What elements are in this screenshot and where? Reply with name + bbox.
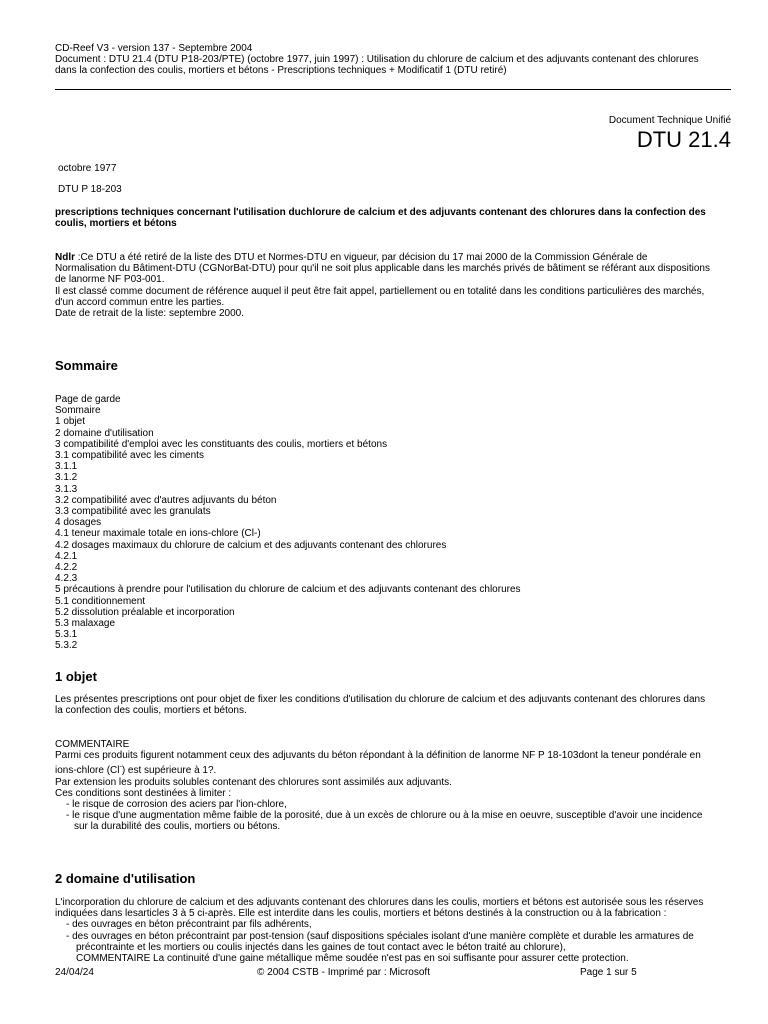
toc-item[interactable]: 1 objet	[55, 416, 86, 428]
toc-item[interactable]: 4.2.3	[55, 573, 78, 585]
document-code: DTU 21.4	[636, 127, 731, 152]
toc-item[interactable]: 4 dosages	[55, 517, 102, 529]
comment-text: ions-chlore (Cl	[55, 765, 120, 777]
document-type: Document Technique Unifié	[608, 115, 731, 126]
section-1-paragraph	[55, 694, 735, 716]
header-divider	[55, 89, 731, 90]
note-line: Date de retrait de la liste: septembre 2000.	[55, 308, 244, 320]
sommaire-heading: Sommaire	[55, 358, 118, 373]
note-text: :Ce DTU a été retiré de la liste des DTU et Normes-DTU en vigueur, par décision du 17 mai 2000 de la Commission Générale de	[75, 252, 648, 263]
body-line: L'incorporation du chlorure de calcium et des adjuvants contenant des chlorures dans les coulis, mortiers et bétons est autorisée sous les réserves	[55, 897, 704, 908]
section-1-heading: 1 objet	[55, 669, 97, 684]
toc-item[interactable]: 3.2 compatibilité avec d'autres adjuvants du béton	[55, 494, 277, 506]
toc-item[interactable]: 4.1 teneur maximale totale en ions-chlore (Cl-)	[55, 528, 261, 540]
note-line: Normalisation du Bâtiment-DTU (CGNorBat-DTU) pour qu'il ne soit plus applicable dans les marchés privés de bâtiment se référant aux dispositions	[55, 263, 710, 275]
toc-item[interactable]: 5 précautions à prendre pour l'utilisation du chlorure de calcium et des adjuvants contenant des chlorures	[55, 584, 521, 596]
header-line: CD-Reef V3 - version 137 - Septembre 2004	[55, 43, 253, 54]
footer-copyright: © 2004 CSTB - Imprimé par : Microsoft	[257, 967, 430, 978]
toc-item[interactable]: 5.1 conditionnement	[55, 595, 146, 607]
body-line: - des ouvrages en béton précontraint par fils adhérents,	[66, 919, 312, 931]
comment-label: COMMENTAIRE	[55, 739, 130, 750]
note-line: de lanorme NF P03-001.	[55, 274, 165, 286]
header-line: dans la confection des coulis, mortiers et bétons - Prescriptions techniques + Modificatif 1 (DTU retiré)	[55, 65, 507, 77]
note-line: Il est classé comme document de référence auquel il peut être fait appel, partiellement ou en totalité dans les conditions particulières des marchés,	[55, 285, 705, 297]
body-line: indiquées dans lesarticles 3 à 5 ci-après. Elle est interdite dans les coulis, mortiers et bétons destinés à la construction ou à la fabrication :	[55, 908, 667, 920]
toc-item[interactable]: 4.2.2	[55, 562, 78, 574]
comment-line: Ces conditions sont destinées à limiter :	[55, 787, 232, 799]
comment-line: - le risque d'une augmentation même faible de la porosité, due à un excès de chlorure ou à la mise en oeuvre, susceptible d'avoir une incidence	[66, 810, 703, 822]
paragraph-line: Les présentes prescriptions ont pour objet de fixer les conditions d'utilisation du chlorure de calcium et des adjuvants contenant des chlorures dans	[55, 694, 706, 705]
comment-line: sur la durabilité des coulis, mortiers ou bétons.	[74, 821, 281, 833]
comment-line: Parmi ces produits figurent notamment ceux des adjuvants du béton répondant à la définition de lanorme NF P 18-103dont la teneur pondérale en	[55, 750, 701, 762]
toc-item[interactable]: Sommaire	[55, 405, 101, 417]
toc-item[interactable]: 5.2 dissolution préalable et incorporation	[55, 606, 235, 618]
section-2-heading: 2 domaine d'utilisation	[55, 871, 196, 886]
superscript: -	[119, 764, 122, 772]
comment-line: Par extension les produits solubles contenant des chlorures sont assimilés aux adjuvants.	[55, 776, 452, 788]
body-line: précontrainte et les mortiers ou coulis injectés dans les gaines de tout contact avec le béton traité au chlorure),	[76, 941, 566, 953]
document-reference: DTU P 18-203	[58, 184, 122, 195]
toc-item[interactable]: 3.3 compatibilité avec les granulats	[55, 506, 211, 518]
section-2-body	[55, 897, 735, 964]
page-header	[55, 43, 745, 77]
comment-line	[55, 765, 735, 776]
section-1-comment	[55, 739, 735, 833]
document-title: prescriptions techniques concernant l'utilisation duchlorure de calcium et des adjuvants contenant des chlorures dans la confection des coulis, mortiers et bétons	[55, 207, 706, 230]
toc-item[interactable]: 3.1.1	[55, 461, 78, 473]
table-of-contents	[55, 394, 521, 652]
toc-item[interactable]: 5.3.1	[55, 629, 78, 641]
header-line: Document : DTU 21.4 (DTU P18-203/PTE) (octobre 1977, juin 1997) : Utilisation du chlorure de calcium et des adjuvants contenant des chlorures	[55, 54, 699, 66]
note-line: d'un accord commun entre les parties.	[55, 296, 225, 308]
toc-item[interactable]: 3 compatibilité d'emploi avec les constituants des coulis, mortiers et bétons	[55, 438, 388, 450]
body-line: COMMENTAIRE La continuité d'une gaine métallique même soudée n'est pas en soi suffisante pour assurer cette protection.	[76, 953, 629, 965]
toc-item[interactable]: 2 domaine d'utilisation	[55, 427, 154, 439]
toc-item[interactable]: 4.2.1	[55, 550, 78, 562]
editor-note	[55, 252, 735, 319]
toc-item[interactable]: 5.3 malaxage	[55, 618, 116, 630]
toc-item[interactable]: 5.3.2	[55, 640, 78, 652]
paragraph-line: la confection des coulis, mortiers et bétons.	[55, 705, 247, 717]
note-label: Ndlr	[55, 252, 75, 263]
page-footer	[55, 967, 640, 979]
document-date: octobre 1977	[58, 163, 117, 174]
toc-item[interactable]: 3.1 compatibilité avec les ciments	[55, 450, 204, 462]
comment-line: - le risque de corrosion des aciers par l'ion-chlore,	[66, 799, 287, 811]
footer-page-number: Page 1 sur 5	[580, 967, 637, 978]
body-line: - des ouvrages en béton précontraint par post-tension (sauf dispositions spéciales isolant d'une manière complète et durable les armatures de	[66, 930, 694, 942]
toc-item[interactable]: 3.1.2	[55, 472, 78, 484]
toc-item[interactable]: 3.1.3	[55, 483, 78, 495]
note-line	[55, 252, 735, 263]
footer-date: 24/04/24	[55, 967, 94, 978]
toc-item[interactable]: 4.2 dosages maximaux du chlorure de calcium et des adjuvants contenant des chlorures	[55, 539, 447, 551]
comment-text: ) est supérieure à 1?.	[121, 765, 217, 777]
toc-item[interactable]: Page de garde	[55, 394, 121, 405]
